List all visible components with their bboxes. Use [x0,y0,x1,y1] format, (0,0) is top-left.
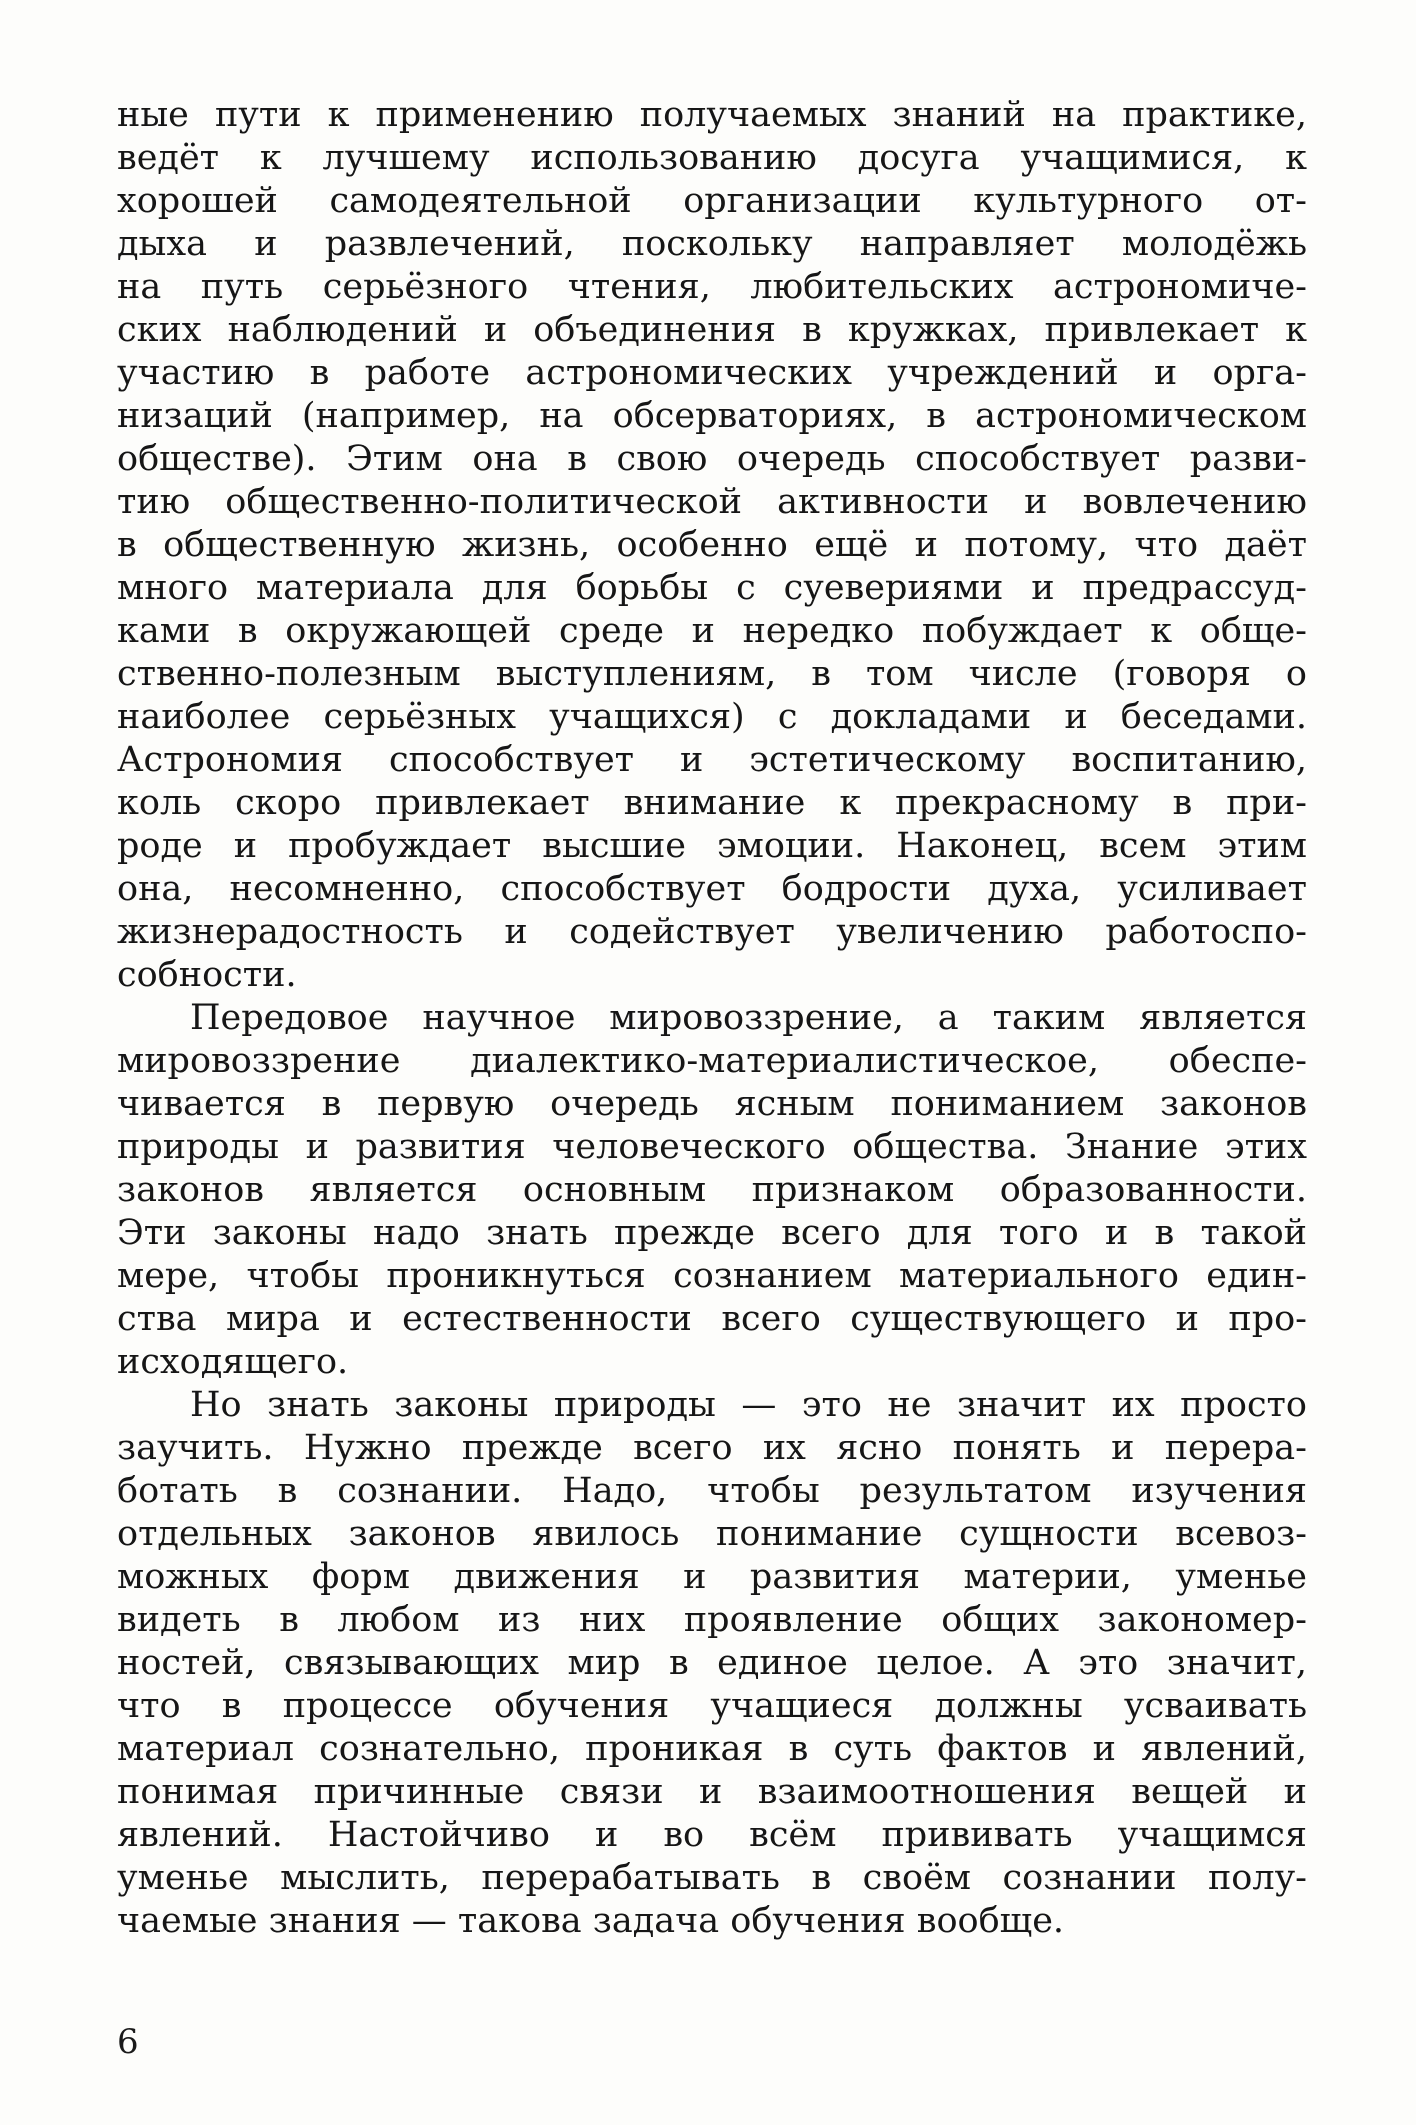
text-line: в общественную жизнь, особенно ещё и потому, что даёт [117,525,1307,565]
text-line: чивается в первую очередь ясным пониманием законов [117,1084,1307,1124]
text-line: ностей, связывающих мир в единое целое. А это значит, [117,1643,1307,1683]
text-line: ских наблюдений и объединения в кружках, привлекает к [117,310,1307,350]
text-line: природы и развития человеческого общества. Знание этих [117,1127,1307,1167]
text-line: отдельных законов явилось понимание сущности всевоз- [117,1514,1307,1554]
text-line: явлений. Настойчиво и во всём прививать учащимся [117,1815,1307,1855]
text-line: ства мира и естественности всего существующего и про- [117,1299,1307,1339]
text-line: ведёт к лучшему использованию досуга учащимися, к [117,138,1307,178]
text-line: уменье мыслить, перерабатывать в своём сознании полу- [117,1858,1307,1898]
text-line: ные пути к применению получаемых знаний на практике, [117,95,1307,135]
text-line: видеть в любом из них проявление общих закономер- [117,1600,1307,1640]
text-line: материал сознательно, проникая в суть фактов и явлений, [117,1729,1307,1769]
text-line: тию общественно-политической активности и вовлечению [117,482,1307,522]
text-line: заучить. Нужно прежде всего их ясно понять и перера- [117,1428,1307,1468]
paragraph [117,997,1307,1384]
text-line: Но знать законы природы — это не значит их просто [190,1385,1307,1425]
text-line: законов является основным признаком образованности. [117,1170,1307,1210]
text-line: дыха и развлечений, поскольку направляет молодёжь [117,224,1307,264]
text-line: низаций (например, на обсерваториях, в астрономическом [117,396,1307,436]
text-line: роде и пробуждает высшие эмоции. Наконец, всем этим [117,826,1307,866]
text-line: обществе). Этим она в свою очередь способствует разви- [117,439,1307,479]
page-number: 6 [117,2022,139,2062]
text-line: ками в окружающей среде и нередко побуждает к обще- [117,611,1307,651]
text-line: она, несомненно, способствует бодрости духа, усиливает [117,869,1307,909]
text-line: собности. [117,955,297,995]
body-text [117,94,1307,1943]
text-line: мере, чтобы проникнуться сознанием материального един- [117,1256,1307,1296]
paragraph [117,94,1307,997]
text-line: ботать в сознании. Надо, чтобы результатом изучения [117,1471,1307,1511]
text-line: Астрономия способствует и эстетическому воспитанию, [117,740,1307,780]
text-line: много материала для борьбы с суевериями и предрассуд- [117,568,1307,608]
text-line: можных форм движения и развития материи, уменье [117,1557,1307,1597]
text-line: понимая причинные связи и взаимоотношения вещей и [117,1772,1307,1812]
paragraph [117,1384,1307,1943]
text-line: мировоззрение диалектико-материалистическое, обеспе- [117,1041,1307,1081]
text-line: наиболее серьёзных учащихся) с докладами и беседами. [117,697,1307,737]
text-line: исходящего. [117,1342,349,1382]
text-line: хорошей самодеятельной организации культурного от- [117,181,1307,221]
text-line: участию в работе астрономических учреждений и орга- [117,353,1307,393]
text-line: Передовое научное мировоззрение, а таким является [190,998,1307,1038]
text-line: жизнерадостность и содействует увеличению работоспо- [117,912,1307,952]
text-line: чаемые знания — такова задача обучения вообще. [117,1901,1065,1941]
text-line: Эти законы надо знать прежде всего для того и в такой [117,1213,1307,1253]
text-line: коль скоро привлекает внимание к прекрасному в при- [117,783,1307,823]
text-line: ственно-полезным выступлениям, в том числе (говоря о [117,654,1307,694]
text-line: на путь серьёзного чтения, любительских астрономиче- [117,267,1307,307]
text-line: что в процессе обучения учащиеся должны усваивать [117,1686,1307,1726]
